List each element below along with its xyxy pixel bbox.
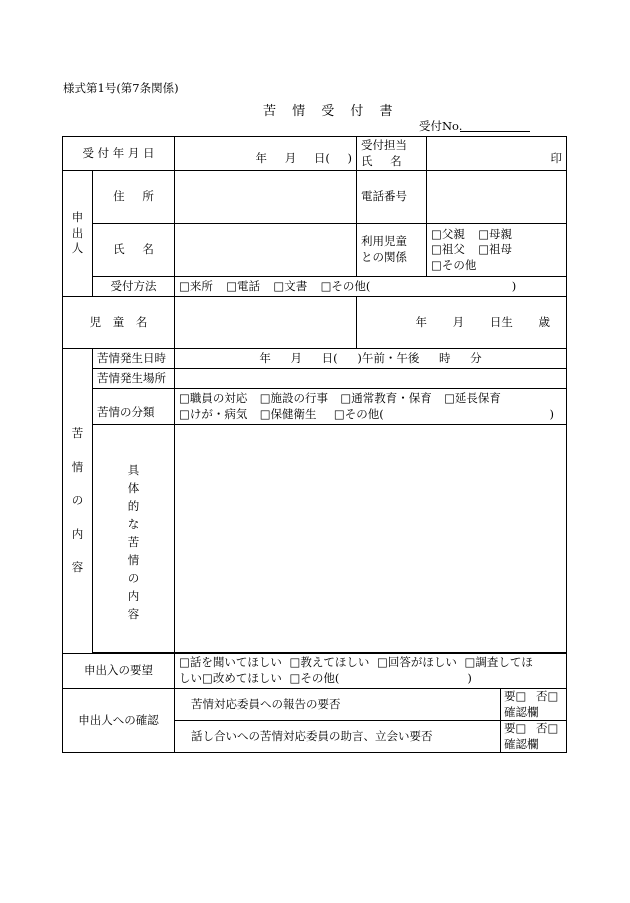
category-regular-care[interactable]: □通常教育・保育 [340, 390, 432, 405]
confirmation-choice-report[interactable]: 要□ 否□ 確認欄 [501, 689, 567, 721]
phone-label: 電話番号 [357, 171, 427, 224]
child-name-label: 児 童 名 [63, 297, 175, 349]
confirmation-item-meeting: 話し合いへの苦情対応委員の助言、立会い要否 [175, 721, 501, 753]
confirmation-label: 申出人への確認 [63, 689, 175, 753]
address-field[interactable] [175, 171, 357, 224]
staff-label-line1: 受付担当 [361, 137, 407, 152]
category-other-close: ) [549, 406, 554, 421]
datetime-field[interactable]: 年 月 日( )午前・午後 時 分 [175, 349, 567, 369]
category-events[interactable]: □施設の行事 [259, 390, 329, 405]
relation-option-grandmother[interactable]: □祖母 [478, 242, 513, 257]
detail-label: 具 体 的 な 苦 情 の 内 容 [93, 425, 175, 653]
method-option-other[interactable]: □その他( [320, 278, 371, 293]
complaint-group-label: 苦 情 の 内 容 [63, 349, 93, 654]
relation-label [357, 224, 427, 277]
phone-field[interactable] [427, 171, 567, 224]
relation-option-mother[interactable]: □母親 [478, 226, 513, 241]
name-label: 氏 名 [93, 224, 175, 277]
relation-label-line2: との関係 [361, 250, 407, 264]
relation-option-grandfather[interactable]: □祖父 [431, 242, 465, 257]
staff-label-line2: 氏 名 [361, 153, 402, 168]
category-hygiene[interactable]: □保健衛生 [259, 406, 317, 421]
place-label: 苦情発生場所 [93, 369, 175, 389]
complaint-form-table [62, 136, 567, 753]
reception-no-label: 受付No. [419, 119, 463, 133]
method-option-visit[interactable]: □来所 [179, 278, 213, 293]
method-option-other-close: ) [511, 278, 517, 293]
page-title: 苦 情 受 付 書 [263, 104, 399, 119]
method-option-phone[interactable]: □電話 [226, 278, 261, 293]
category-extended-care[interactable]: □延長保育 [444, 390, 501, 405]
applicant-group-label: 申出人 [63, 171, 93, 297]
form-number: 様式第1号(第7条関係) [63, 81, 179, 95]
seal-mark: 印 [550, 151, 562, 166]
staff-name-field[interactable] [427, 137, 567, 171]
relation-option-father[interactable]: □父親 [431, 226, 465, 241]
category-label: 苦情の分類 [93, 389, 175, 425]
category-injury[interactable]: □けが・病気 [179, 406, 248, 421]
relation-option-other[interactable]: □その他 [431, 257, 477, 272]
category-other[interactable]: □その他( [333, 406, 384, 421]
child-birth-field[interactable]: 年 月 日生 歳 [357, 297, 567, 349]
reception-date-field[interactable]: 年 月 日( ) [175, 137, 357, 171]
method-options [175, 277, 567, 297]
confirmation-choice-meeting[interactable]: 要□ 否□ 確認欄 [501, 721, 567, 753]
request-options[interactable]: □話を聞いてほしい □教えてほしい □回答がほしい □調査してほ しい□改めてほしい □その他( ) [175, 654, 567, 689]
name-field[interactable] [175, 224, 357, 277]
category-options [175, 389, 567, 425]
confirmation-item-report: 苦情対応委員への報告の要否 [175, 689, 501, 721]
request-label: 申出入の要望 [63, 654, 175, 689]
place-field[interactable] [175, 369, 567, 389]
child-name-field[interactable] [175, 297, 357, 349]
relation-options [427, 224, 567, 277]
relation-label-line1: 利用児童 [361, 234, 407, 249]
address-label: 住 所 [93, 171, 175, 224]
datetime-label: 苦情発生日時 [93, 349, 175, 369]
detail-field[interactable] [175, 425, 567, 653]
method-label: 受付方法 [93, 277, 175, 297]
method-option-document[interactable]: □文書 [273, 278, 308, 293]
reception-no-field[interactable] [460, 131, 530, 132]
category-staff[interactable]: □職員の対応 [179, 390, 248, 405]
staff-label [357, 137, 427, 171]
reception-date-label: 受 付 年 月 日 [63, 137, 175, 171]
